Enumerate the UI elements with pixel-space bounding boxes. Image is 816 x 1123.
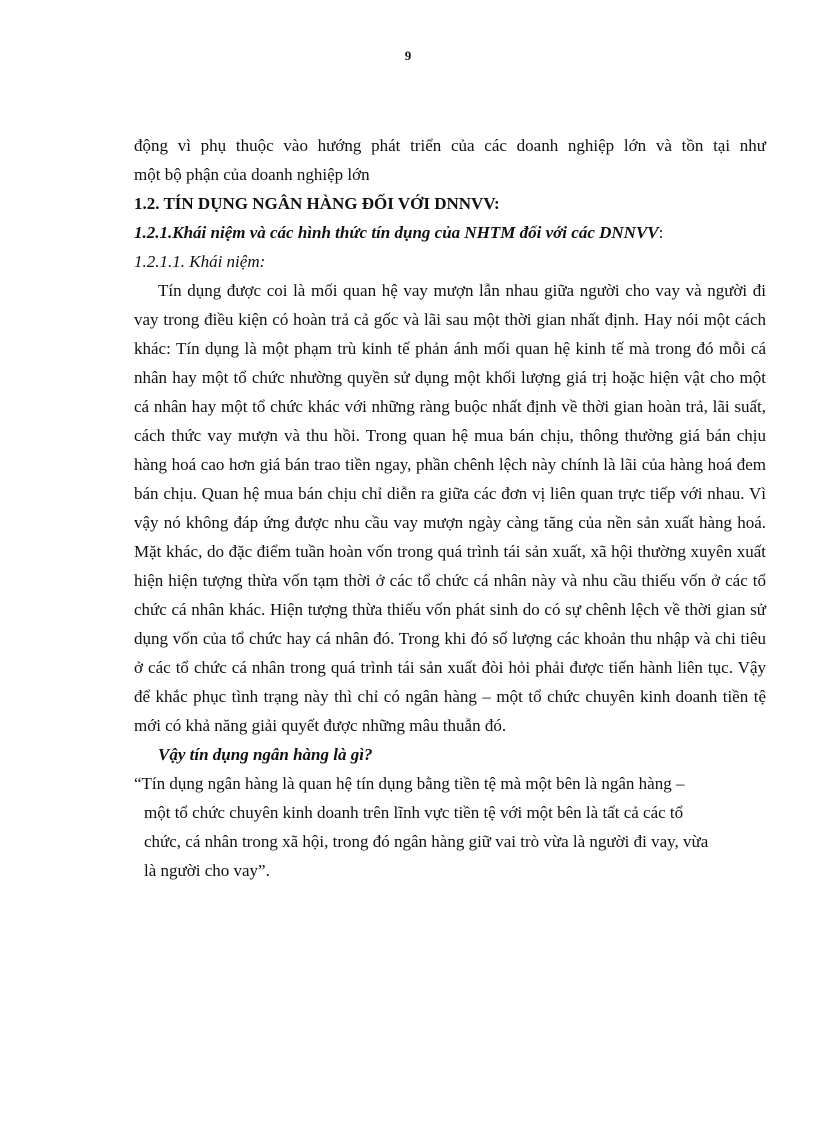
quote-line: là người cho vay”. bbox=[144, 861, 270, 880]
section-heading-1-2: 1.2. TÍN DỤNG NGÂN HÀNG ĐỐI VỚI DNNVV: bbox=[134, 194, 500, 213]
question-title: Vậy tín dụng ngân hàng là gì? bbox=[158, 745, 373, 764]
main-paragraph: Tín dụng được coi là mối quan hệ vay mượn lẫn nhau giữa người cho vay và người đi vay trong điều kiện có hoàn trả cả gốc và lãi sau một thời gian nhất định. Hay nói một cách khác: Tín dụng là một phạm trù kinh tế phản ánh mối quan hệ kinh tế mà trong đó mỗi cá nhân hay một tổ chức nhường quyền sử dụng một khối lượng giá trị hoặc hiện vật cho một cá nhân hay một tổ chức khác với những ràng buộc nhất định về thời gian hoàn trả, lãi suất, cách thức vay mượn và thu hồi. Trong quan hệ mua bán chịu, thông thường giá bán chịu hàng hoá cao hơn giá bán trao tiền ngay, phần chênh lệch này chính là lãi của hàng hoá đem bán chịu. Quan hệ mua bán chịu chỉ diễn ra giữa các đơn vị liên quan trực tiếp với nhau. Vì vậy nó không đáp ứng được nhu cầu vay mượn ngày càng tăng của nền sản xuất hàng hoá. Mặt khác, do đặc điểm tuần hoàn vốn trong quá trình tái sản xuất, xã hội thường xuyên xuất hiện hiện tượng thừa vốn tạm thời ở các tổ chức cá nhân này và nhu cầu thiếu vốn ở các tổ chức cá nhân khác. Hiện tượng thừa thiếu vốn phát sinh do có sự chênh lệch về thời gian sử dụng vốn của tổ chức hay cá nhân đó. Trong khi đó số lượng các khoản thu nhập và chi tiêu ở các tổ chức cá nhân trong quá trình tái sản xuất đòi hỏi phải được tiến hành liên tục. Vậy để khắc phục tình trạng này thì chỉ có ngân hàng – một tổ chức chuyên kinh doanh tiền tệ mới có khả năng giải quyết được những mâu thuẫn đó. bbox=[134, 281, 766, 735]
quote-line: “Tín dụng ngân hàng là quan hệ tín dụng bằng tiền tệ mà một bên là ngân hàng – bbox=[134, 774, 685, 793]
page-number: 9 bbox=[404, 48, 412, 63]
quote-line: chức, cá nhân trong xã hội, trong đó ngân hàng giữ vai trò vừa là người đi vay, vừa bbox=[144, 832, 709, 851]
section-heading-1-2-1-text: 1.2.1.Khái niệm và các hình thức tín dụng của NHTM đối với các DNNVV bbox=[134, 223, 659, 242]
intro-line: một bộ phận của doanh nghiệp lớn bbox=[134, 165, 370, 184]
section-heading-1-2-1 bbox=[134, 218, 766, 247]
definition-quote bbox=[134, 769, 766, 885]
intro-paragraph bbox=[134, 131, 766, 189]
section-heading-1-2-1-1: 1.2.1.1. Khái niệm: bbox=[134, 252, 266, 271]
quote-line: một tổ chức chuyên kinh doanh trên lĩnh vực tiền tệ với một bên là tất cả các tổ bbox=[144, 803, 684, 822]
section-heading-1-2-1-colon: : bbox=[658, 223, 664, 242]
page-content bbox=[134, 131, 766, 885]
intro-line: động vì phụ thuộc vào hướng phát triển của các doanh nghiệp lớn và tồn tại như bbox=[134, 136, 766, 155]
